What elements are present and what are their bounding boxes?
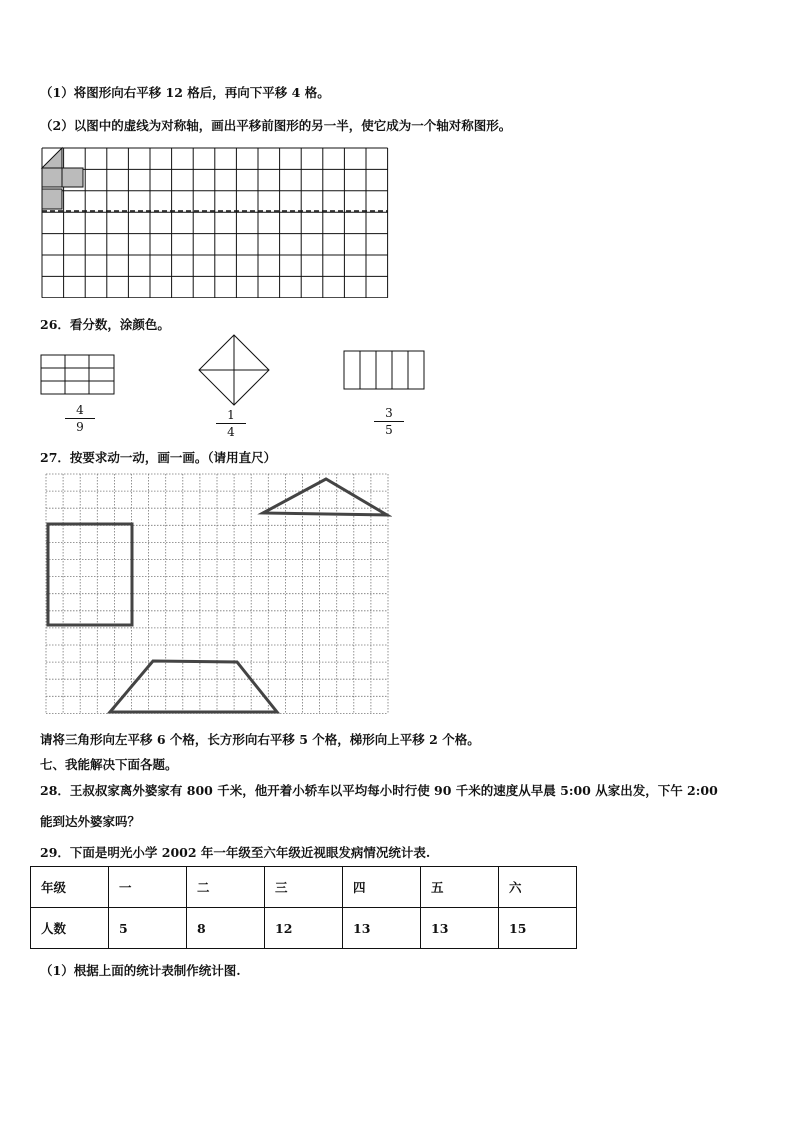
- q25-part1: （1）将图形向右平移 12 格后，再向下平移 4 格。: [40, 85, 330, 100]
- table-cell: 二: [187, 867, 265, 908]
- table-cell: 8: [187, 908, 265, 949]
- stats-table: [30, 866, 577, 949]
- table-row: [31, 908, 577, 949]
- table-cell: 三: [265, 867, 343, 908]
- table-cell: 13: [343, 908, 421, 949]
- fraction-1-4: 1 4: [216, 408, 246, 439]
- diamond-4parts[interactable]: [197, 333, 271, 407]
- trapezoid-shape: [110, 661, 277, 712]
- table-cell: 四: [343, 867, 421, 908]
- fraction-3-5: 3 5: [374, 406, 404, 437]
- table-cell: 人数: [31, 908, 109, 949]
- q29-sub1: （1）根据上面的统计表制作统计图.: [40, 963, 241, 978]
- table-cell: 六: [499, 867, 577, 908]
- table-cell: 13: [421, 908, 499, 949]
- q28-line1: 28．王叔叔家离外婆家有 800 千米，他开着小轿车以平均每小时行使 90 千米的速度从早晨 5:00 从家出发，下午 2:00: [40, 783, 718, 798]
- translation-grid[interactable]: [40, 146, 390, 298]
- dotted-grid[interactable]: [44, 472, 392, 716]
- triangle-shape: [263, 479, 387, 515]
- table-row: [31, 867, 577, 908]
- table-cell: 一: [109, 867, 187, 908]
- rectangle-shape: [48, 524, 132, 625]
- table-cell: 年级: [31, 867, 109, 908]
- q27-title: 27．按要求动一动，画一画。（请用直尺）: [40, 450, 277, 465]
- table-cell: 12: [265, 908, 343, 949]
- q28-line2: 能到达外婆家吗？: [40, 814, 141, 829]
- fraction-4-9: 4 9: [65, 403, 95, 434]
- gray-shape: [42, 148, 83, 209]
- table-cell: 5: [109, 908, 187, 949]
- q29-title: 29．下面是明光小学 2002 年一年级至六年级近视眼发病情况统计表.: [40, 845, 431, 860]
- rect-5parts[interactable]: [343, 350, 426, 392]
- q25-part2: （2）以图中的虚线为对称轴，画出平移前图形的另一半，使它成为一个轴对称图形。: [40, 118, 512, 133]
- q27-instruction: 请将三角形向左平移 6 个格，长方形向右平移 5 个格，梯形向上平移 2 个格。: [40, 732, 480, 747]
- table-cell: 五: [421, 867, 499, 908]
- table-cell: 15: [499, 908, 577, 949]
- section7-title: 七、我能解决下面各题。: [40, 757, 178, 772]
- rect-3x3[interactable]: [40, 354, 116, 396]
- q26-title: 26．看分数，涂颜色。: [40, 317, 170, 332]
